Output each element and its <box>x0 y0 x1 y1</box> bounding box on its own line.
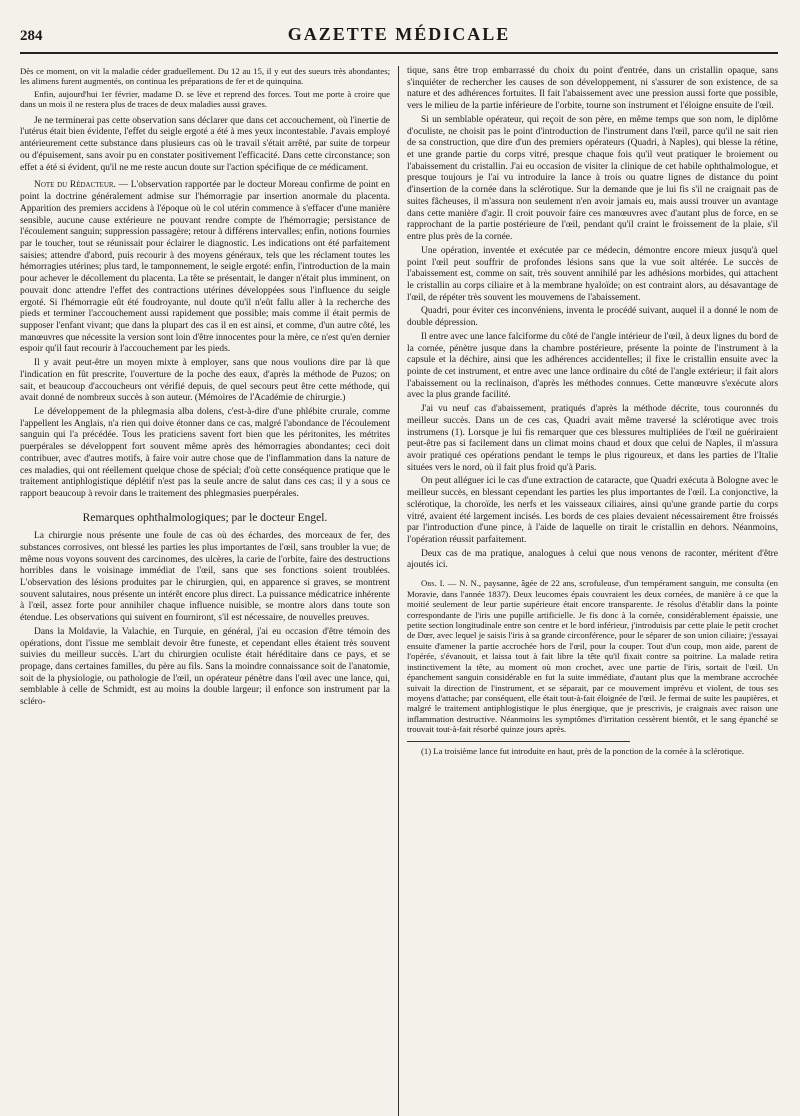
two-column-body <box>20 66 778 1116</box>
paragraph: La chirurgie nous présente une foule de cas où des échardes, des morceaux de fer, des substances corrosives, ont blessé les parties les plus importantes de l'œil, sans troubler la vue; de même nous voyons souvent des carcinomes, des ulcères, la carie de l'orbite, faire des destructions horribles dans le voisinage immédiat de l'œil, sans que ses fonctions soient troublées. L'observation des lésions produites par le chirurgien, qui, en apparence si graves, se montrent souvent salutaires, nous présente un intérêt encore plus direct. La puissance médicatrice inhérente à l'œil, assez forte pour annihiler chaque influence nuisible, se montre alors dans toute son étendue. Les observations qui suivent en fourniront, s'il est nécessaire, de nouvelles preuves. <box>20 531 390 624</box>
running-head-title: GAZETTE MÉDICALE <box>287 24 511 44</box>
paragraph: Dès ce moment, on vit la maladie céder graduellement. Du 12 au 15, il y eut des sueurs très abondantes; les alimens furent augmentés, on continua les préparations de fer et de quinquina. <box>20 66 390 87</box>
paragraph: Le développement de la phlegmasia alba dolens, c'est-à-dire d'une phlébite crurale, comme l'appellent les Anglais, n'a rien qui doive étonner dans ce cas, malgré l'abondance de l'écoulement sanguin qui l'a précédée. Tous les praticiens savent fort bien que les péritonites, les métrites puerpérales se développent fort souvent même après des hémorragies abondantes; ceci doit contribuer, avec d'autres motifs, à faire voir autre chose que de l'inflammation dans la nature de ces maladies, qui ont réellement quelque chose de spécial; d'où cette conséquence pratique que le traitement antiphlogistique déplétif n'est pas la seule ancre de salut dans ces cas; il y a sous ce rapport beaucoup à revoir dans le traitement des phlegmasies puerpérales. <box>20 407 390 500</box>
paragraph: Deux cas de ma pratique, analogues à celui que nous venons de raconter, méritent d'être ajoutés ici. <box>407 548 778 571</box>
right-column <box>399 66 778 1116</box>
paragraph: Il y avait peut-être un moyen mixte à employer, sans que nous voulions dire par là que l'indication en fût prescrite, l'ouverture de la poche des eaux, d'après la méthode de Puzos; on sait, et beaucoup d'accoucheurs ont vérifié depuis, de quel secours peut être cette méthode, qui avait donné de nombreux succès à son auteur. (Mémoires de l'Académie de chirurgie.) <box>20 358 390 404</box>
paragraph: Je ne terminerai pas cette observation sans déclarer que dans cet accouchement, où l'inertie de l'utérus était bien évidente, l'effet du seigle ergoté a été à mes yeux incontestable. J'avais employé antérieurement cette substance dans plusieurs cas où le travail s'était arrêté, par suite de torpeur ou d'épuisement, sans avoir pu en constater positivement l'efficacité. Dans cette circonstance; son effet a été si évident, qu'il ne me reste aucun doute sur l'action spécifique de ce médicament. <box>20 115 390 173</box>
paragraph: Quadri, pour éviter ces inconvéniens, inventa le procédé suivant, auquel il a donné le nom de double dépression. <box>407 306 778 329</box>
editor-note <box>20 180 390 356</box>
paragraph: Enfin, aujourd'hui 1er février, madame D. se lève et reprend des forces. Tout me porte à croire que dans un mois il ne restera plus de traces de deux maladies aussi graves. <box>20 88 390 110</box>
observation-text: — N. N., paysanne, âgée de 22 ans, scrofuleuse, d'un tempérament sanguin, me consulta (en Moravie, dans l'année 1837). Deux leucomes épais couvraient les deux cornées, de manière à ce que la moitié seulement de leur partie supérieure était encore transparente. Je résolus d'établir dans la pointe correspondante de l'iris une pupille artificielle. Je fis donc à la cornée, considérablement épaissie, une petite section longitudinale entre son centre et le bord inférieur, j'introduisis par cette plaie le petit crochet de Dœr, avec lequel je saisis l'iris à sa grande circonférence, pour le séparer de son union ciliaire; j'essayai ensuite d'amener la partie accrochée hors de l'œil, pour la couper. Tout d'un coup, mon aide, parent de l'opérée, s'évanouit, et laissa tout à fait libre la tête qu'il fixait contre sa poitrine. La malade retira instinctivement la tête, au moment où mon crochet, avec une partie de l'iris, sortait de l'œil. Un épanchement sanguin considérable en fut la suite immédiate, d'autant plus que la membrane accrochée suivait la direction de l'instrument, et se séparait, par ce mouvement imprévu et violent, de tous ses moyens d'attache; par conséquent, elle était tout-à-fait éloignée de l'œil. Je fermai de suite les paupières, et malgré le traitement antiphlogistique le plus énergique, que je prescrivis, je craignais avec raison une inflammation destructive. Néanmoins les symptômes d'irritation cessèrent bientôt, et le sang épanché se trouvait tout-à-fait résorbé quinze jours après. <box>407 578 778 735</box>
article-title: Remarques ophthalmologiques; par le docteur Engel. <box>82 511 328 524</box>
paragraph: tique, sans être trop embarrassé du choix du point d'entrée, dans un cristallin opaque, sans s'inquiéter de rechercher les causes de son développement, ni s'assurer de son existence, de sa nature et des adhérences fortuites. Il fait l'abaissement avec une pression aussi forte que possible, vers le milieu de la partie inférieure de l'orbite, tourne son instrument et l'éloigne ensuite de l'œil. <box>407 66 778 112</box>
page-header <box>20 22 778 54</box>
footnote: (1) La troisième lance fut introduite en haut, près de la ponction de la cornée à la sclérotique. <box>421 745 744 756</box>
footnote-divider <box>407 741 630 742</box>
page-number: 284 <box>20 28 43 44</box>
editor-note-label: Note du Rédacteur. <box>34 180 116 191</box>
paragraph: Il entre avec une lance falciforme du côté de l'angle intérieur de l'œil, à deux lignes du bord de la cornée, pénètre jusque dans la chambre postérieure, présente la pointe de l'instrument à la capsule et la déchire, ainsi que les adhérences accidentelles; il fixe le cristallin ensuite avec la pointe de cet instrument, et entre avec une lance ordinaire du côté de l'angle extérieur; il fait alors l'abaissement ou la reclinaison, d'après les méthodes connues. Cette manœuvre s'exécute alors avec la plus grande facilité. <box>407 331 778 401</box>
paragraph: Si un semblable opérateur, qui reçoit de son père, en même temps que son nom, le diplôme d'oculiste, ne choisit pas le point d'introduction de l'instrument dans l'œil, parce qu'il ne sait rien de sa construction, que dire d'un des premiers opérateurs (Quadri, à Naples), qui blesse la rétine, et une grande partie du corps vitré, presque chaque fois qu'il veut pratiquer le broiement ou l'abaissement du cristallin. J'ai eu occasion de visiter la clinique de cet habile ophthalmologue, et presque toujours je l'ai vu introduire la lance à trois ou quatre lignes de distance du point d'insertion de la cornée dans la sclérotique. Sur la demande que je lui fis s'il ne craignait pas de suites fâcheuses, il m'assura non seulement n'en avoir jamais eu, mais aussi trouver un avantage dans cette manière d'agir. Il croit pouvoir faire ces manœuvres avec d'autant plus de force, en se rapprochant de la partie postérieure de l'œil, pendant qu'il craint le froissement de la plaie, s'il entre plus près de la cornée. <box>407 114 778 243</box>
paragraph: Dans la Moldavie, la Valachie, en Turquie, en général, j'ai eu occasion d'être témoin des opérations, dont l'issue me semblait devoir être funeste, et cependant elles étaient très souvent suivies du meilleur succès. L'art du chirurgien oculiste était héréditaire dans ce pays, et se propage, dans certaines familles, du père au fils. Sans la moindre connaissance soit de l'anatomie, soit de la physiologie, ou pathologie de l'œil, un opérateur pénètre dans l'œil avec une lance, qui, semblable à celle de Schmidt, est au moins la double largeur; il enfonce son instrument par la scléro- <box>20 626 390 708</box>
observation-paragraph <box>407 578 778 735</box>
observation-label: Obs. I. <box>421 578 445 589</box>
paragraph: On peut alléguer ici le cas d'une extraction de cataracte, que Quadri exécuta à Bologne avec le meilleur succès, en blessant cependant les parties les plus importantes de l'œil. La conjonctive, la sclérotique, la choroïde, les nerfs et les vaisseaux ciliaires, ainsi qu'une grande partie du corps vitré, avaient été largement incisés. Les bords de ces plaies devaient nécessairement être froissés par l'introduction d'une pince, à l'aide de laquelle on tirait le cristallin en dehors. Néanmoins, l'opération réussit parfaitement. <box>407 476 778 546</box>
paragraph: J'ai vu neuf cas d'abaissement, pratiqués d'après la méthode décrite, tous couronnés du meilleur succès. Dans un de ces cas, Quadri avait même traversé la sclérotique avec trois instrumens (1). Lorsque je lui fis remarquer que ces blessures multipliées de l'œil ne guériraient peut-être pas si facilement dans un climat moins chaud et doux que celui de Naples, il m'assura avoir pratiqué ces opérations pendant le temps le plus rigoureux, et dans les parties de l'Italie situées vers le nord, où il fait plus froid qu'à Paris. <box>407 404 778 473</box>
editor-note-text: — L'observation rapportée par le docteur Moreau confirme de point en point la doctrine généralement admise sur l'hémorragie par insertion anormale du placenta. Apparition des premiers accidens à l'époque où le col utérin commence à s'effacer d'une manière sensible, aucune cause extérieure ne pouvant rendre compte de l'hémorragie; persistance de l'écoulement sanguin; suppression passagère; retour à différens intervalles; enfin, notions fournies par le toucher, tout se réunissait pour éclairer le diagnostic. Les indications ont été parfaitement saisies; attendre d'abord, puis recourir à des moyens généraux, tels que les réclament toutes les hémorragies utérines; plus tard, le tamponnement, le seigle ergoté: enfin, l'introduction de la main pour achever le décollement du placenta. La tête se présentait, le danger n'était plus imminent, on pouvait donc attendre l'effet des contractions utérines développées sous l'influence du seigle ergoté. Si l'hémorragie eût été foudroyante, nul doute qu'il n'eût fallu aller à la recherche des pieds et terminer l'accouchement aussi rapidement que possible; mais comme il était permis de supposer l'enfant vivant; que dans la plupart des cas il en est ainsi, et comme, d'un autre côté, les manœuvres que nécessite la version sont loin d'être innocentes pour la mère, ce n'est qu'en dernier espoir qu'il faut recourir à l'accouchement par les pieds. <box>20 180 390 355</box>
paragraph: Une opération, inventée et exécutée par ce médecin, démontre encore mieux jusqu'à quel point l'œil peut souffrir de profondes lésions sans que la vue soit altérée. Le succès de l'abaissement est, comme on sait, très souvent annihilé par les adhésions morbides, qui attachent le cristallin au corps ciliaire et à la membrane hyaloïde; on est contraint alors, au désavantage de l'œil, de répéter très souvent les mouvemens de l'abaissement. <box>407 245 778 303</box>
left-column <box>20 66 399 1116</box>
